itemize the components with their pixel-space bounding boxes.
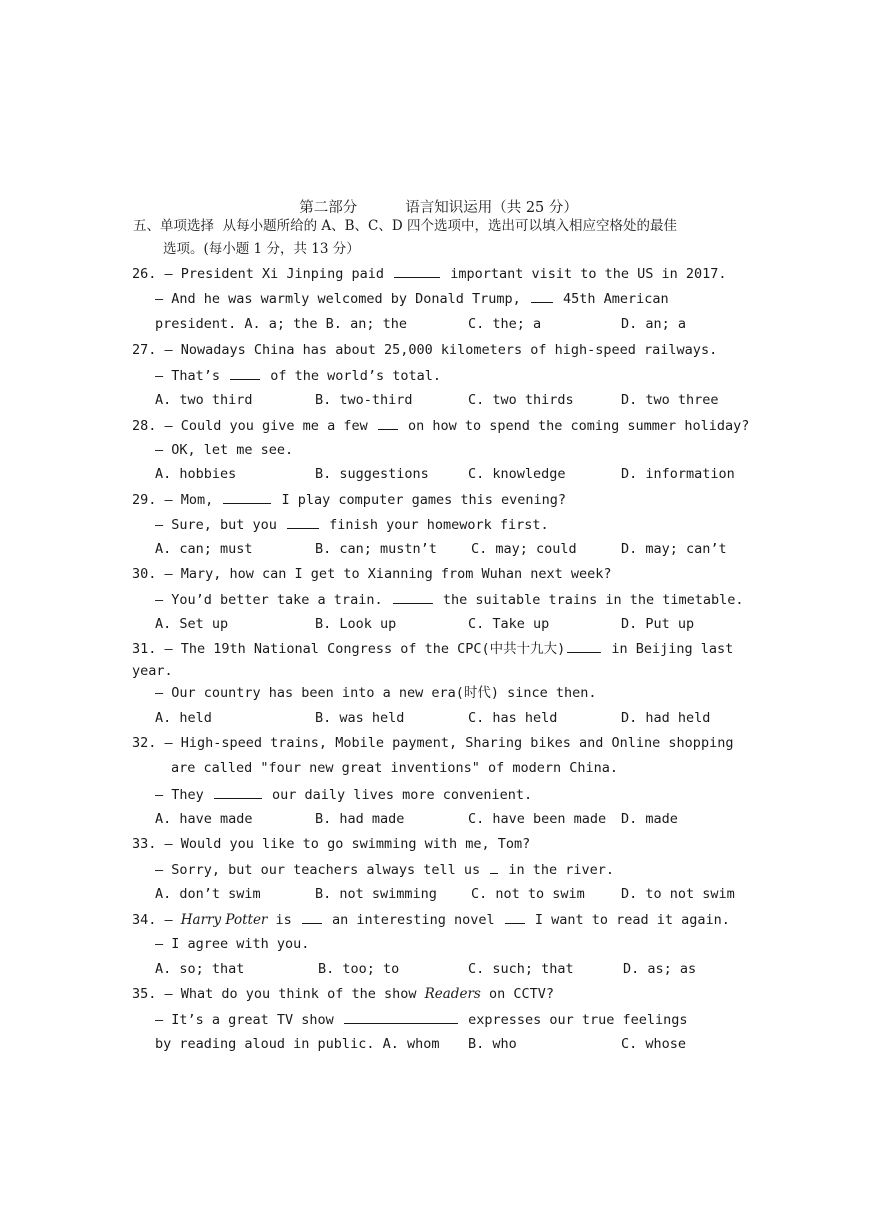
answer-blank: [287, 515, 319, 529]
q31-line-2: — Our country has been into a new era(时代) since then.: [155, 685, 597, 701]
q33-line-1: 33. — Would you like to go swimming with me, Tom?: [132, 836, 531, 852]
q35-option-b: B. who: [468, 1036, 517, 1052]
q26-option-c: C. the; a: [468, 316, 542, 332]
q34-line-2: — I agree with you.: [155, 936, 310, 952]
q27-line-1: 27. — Nowadays China has about 25,000 kilometers of high-speed railways.: [132, 342, 718, 358]
q34-option-c: C. such; that: [468, 961, 574, 977]
q32-option-a: A. have made: [155, 811, 253, 827]
q35-line-3: by reading aloud in public. A. whom: [155, 1036, 440, 1052]
q34-option-a: A. so; that: [155, 961, 245, 977]
q35-line-1: 35. — What do you think of the show Readers on CCTV?: [132, 986, 554, 1002]
q35-line-2: — It’s a great TV show expresses our true feelings: [155, 1012, 688, 1028]
q29-line-1: 29. — Mom, I play computer games this evening?: [132, 492, 567, 508]
q31-line-1: 31. — The 19th National Congress of the CPC(中共十九大) in Beijing last: [132, 641, 734, 657]
q29-option-b: B. can; mustn’t: [315, 541, 437, 557]
q32-line-1: 32. — High-speed trains, Mobile payment, Sharing bikes and Online shopping: [132, 735, 734, 751]
q33-option-b: B. not swimming: [315, 886, 437, 902]
q31-option-a: A. held: [155, 710, 212, 726]
q34-option-b: B. too; to: [318, 961, 400, 977]
instructions-line-2: 选项。(每小题 1 分，共 13 分）: [163, 241, 360, 257]
q30-option-d: D. Put up: [621, 616, 695, 632]
q31-option-d: D. had held: [621, 710, 711, 726]
part-title: [290, 181, 578, 216]
q30-option-b: B. Look up: [315, 616, 397, 632]
q28-option-c: C. knowledge: [468, 466, 566, 482]
q32-option-b: B. had made: [315, 811, 405, 827]
answer-blank: [393, 590, 433, 604]
q30-option-a: A. Set up: [155, 616, 229, 632]
q32-line-1-wrap: are called "four new great inventions" of modern China.: [171, 760, 619, 776]
answer-blank: [567, 639, 601, 653]
q29-line-2: — Sure, but you finish your homework first.: [155, 517, 549, 533]
q27-line-2: — That’s of the world’s total.: [155, 368, 441, 384]
answer-blank: [394, 264, 440, 278]
q26-line-1: 26. — President Xi Jinping paid important visit to the US in 2017.: [132, 266, 727, 282]
instructions-line-1: 五、单项选择 从每小题所给的 A、B、C、D 四个选项中，选出可以填入相应空格处的最佳: [133, 218, 677, 234]
q34-option-d: D. as; as: [623, 961, 697, 977]
section-label: 语言知识运用（共 25 分）: [405, 200, 578, 216]
q33-option-d: D. to not swim: [621, 886, 735, 902]
q30-line-1: 30. — Mary, how can I get to Xianning from Wuhan next week?: [132, 566, 612, 582]
answer-blank: [230, 366, 260, 380]
q31-line-1-wrap: year.: [132, 663, 173, 679]
part-label: 第二部分: [299, 200, 358, 216]
q31-option-c: C. has held: [468, 710, 558, 726]
q29-option-a: A. can; must: [155, 541, 253, 557]
answer-blank: [302, 910, 322, 924]
q32-option-d: D. made: [621, 811, 678, 827]
answer-blank: [531, 289, 553, 303]
q33-line-2: — Sorry, but our teachers always tell us in the river.: [155, 862, 615, 878]
q32-line-2: — They our daily lives more convenient.: [155, 787, 533, 803]
answer-blank: [214, 785, 262, 799]
q34-line-1: 34. — Harry Potter is an interesting novel I want to read it again.: [132, 912, 730, 928]
q29-option-c: C. may; could: [471, 541, 577, 557]
q33-option-a: A. don’t swim: [155, 886, 261, 902]
q29-option-d: D. may; can’t: [621, 541, 727, 557]
q27-option-a: A. two third: [155, 392, 253, 408]
q32-option-c: C. have been made: [468, 811, 607, 827]
q26-line-3: president. A. a; the B. an; the: [155, 316, 407, 332]
q30-line-2: — You’d better take a train. the suitable trains in the timetable.: [155, 592, 744, 608]
answer-blank: [505, 910, 525, 924]
q35-option-c: C. whose: [621, 1036, 687, 1052]
answer-blank: [223, 490, 271, 504]
q30-option-c: C. Take up: [468, 616, 550, 632]
q27-option-d: D. two three: [621, 392, 719, 408]
q28-line-1: 28. — Could you give me a few on how to spend the coming summer holiday?: [132, 418, 750, 434]
q33-option-c: C. not to swim: [471, 886, 585, 902]
q28-option-d: D. information: [621, 466, 735, 482]
q28-option-b: B. suggestions: [315, 466, 429, 482]
q27-option-b: B. two-third: [315, 392, 413, 408]
q26-option-d: D. an; a: [621, 316, 687, 332]
q27-option-c: C. two thirds: [468, 392, 574, 408]
answer-blank: [490, 860, 498, 874]
answer-blank: [378, 416, 398, 430]
q26-line-2: — And he was warmly welcomed by Donald Trump, 45th American: [155, 291, 669, 307]
q28-line-2: — OK, let me see.: [155, 442, 294, 458]
q28-option-a: A. hobbies: [155, 466, 237, 482]
answer-blank: [344, 1010, 458, 1024]
q31-option-b: B. was held: [315, 710, 405, 726]
